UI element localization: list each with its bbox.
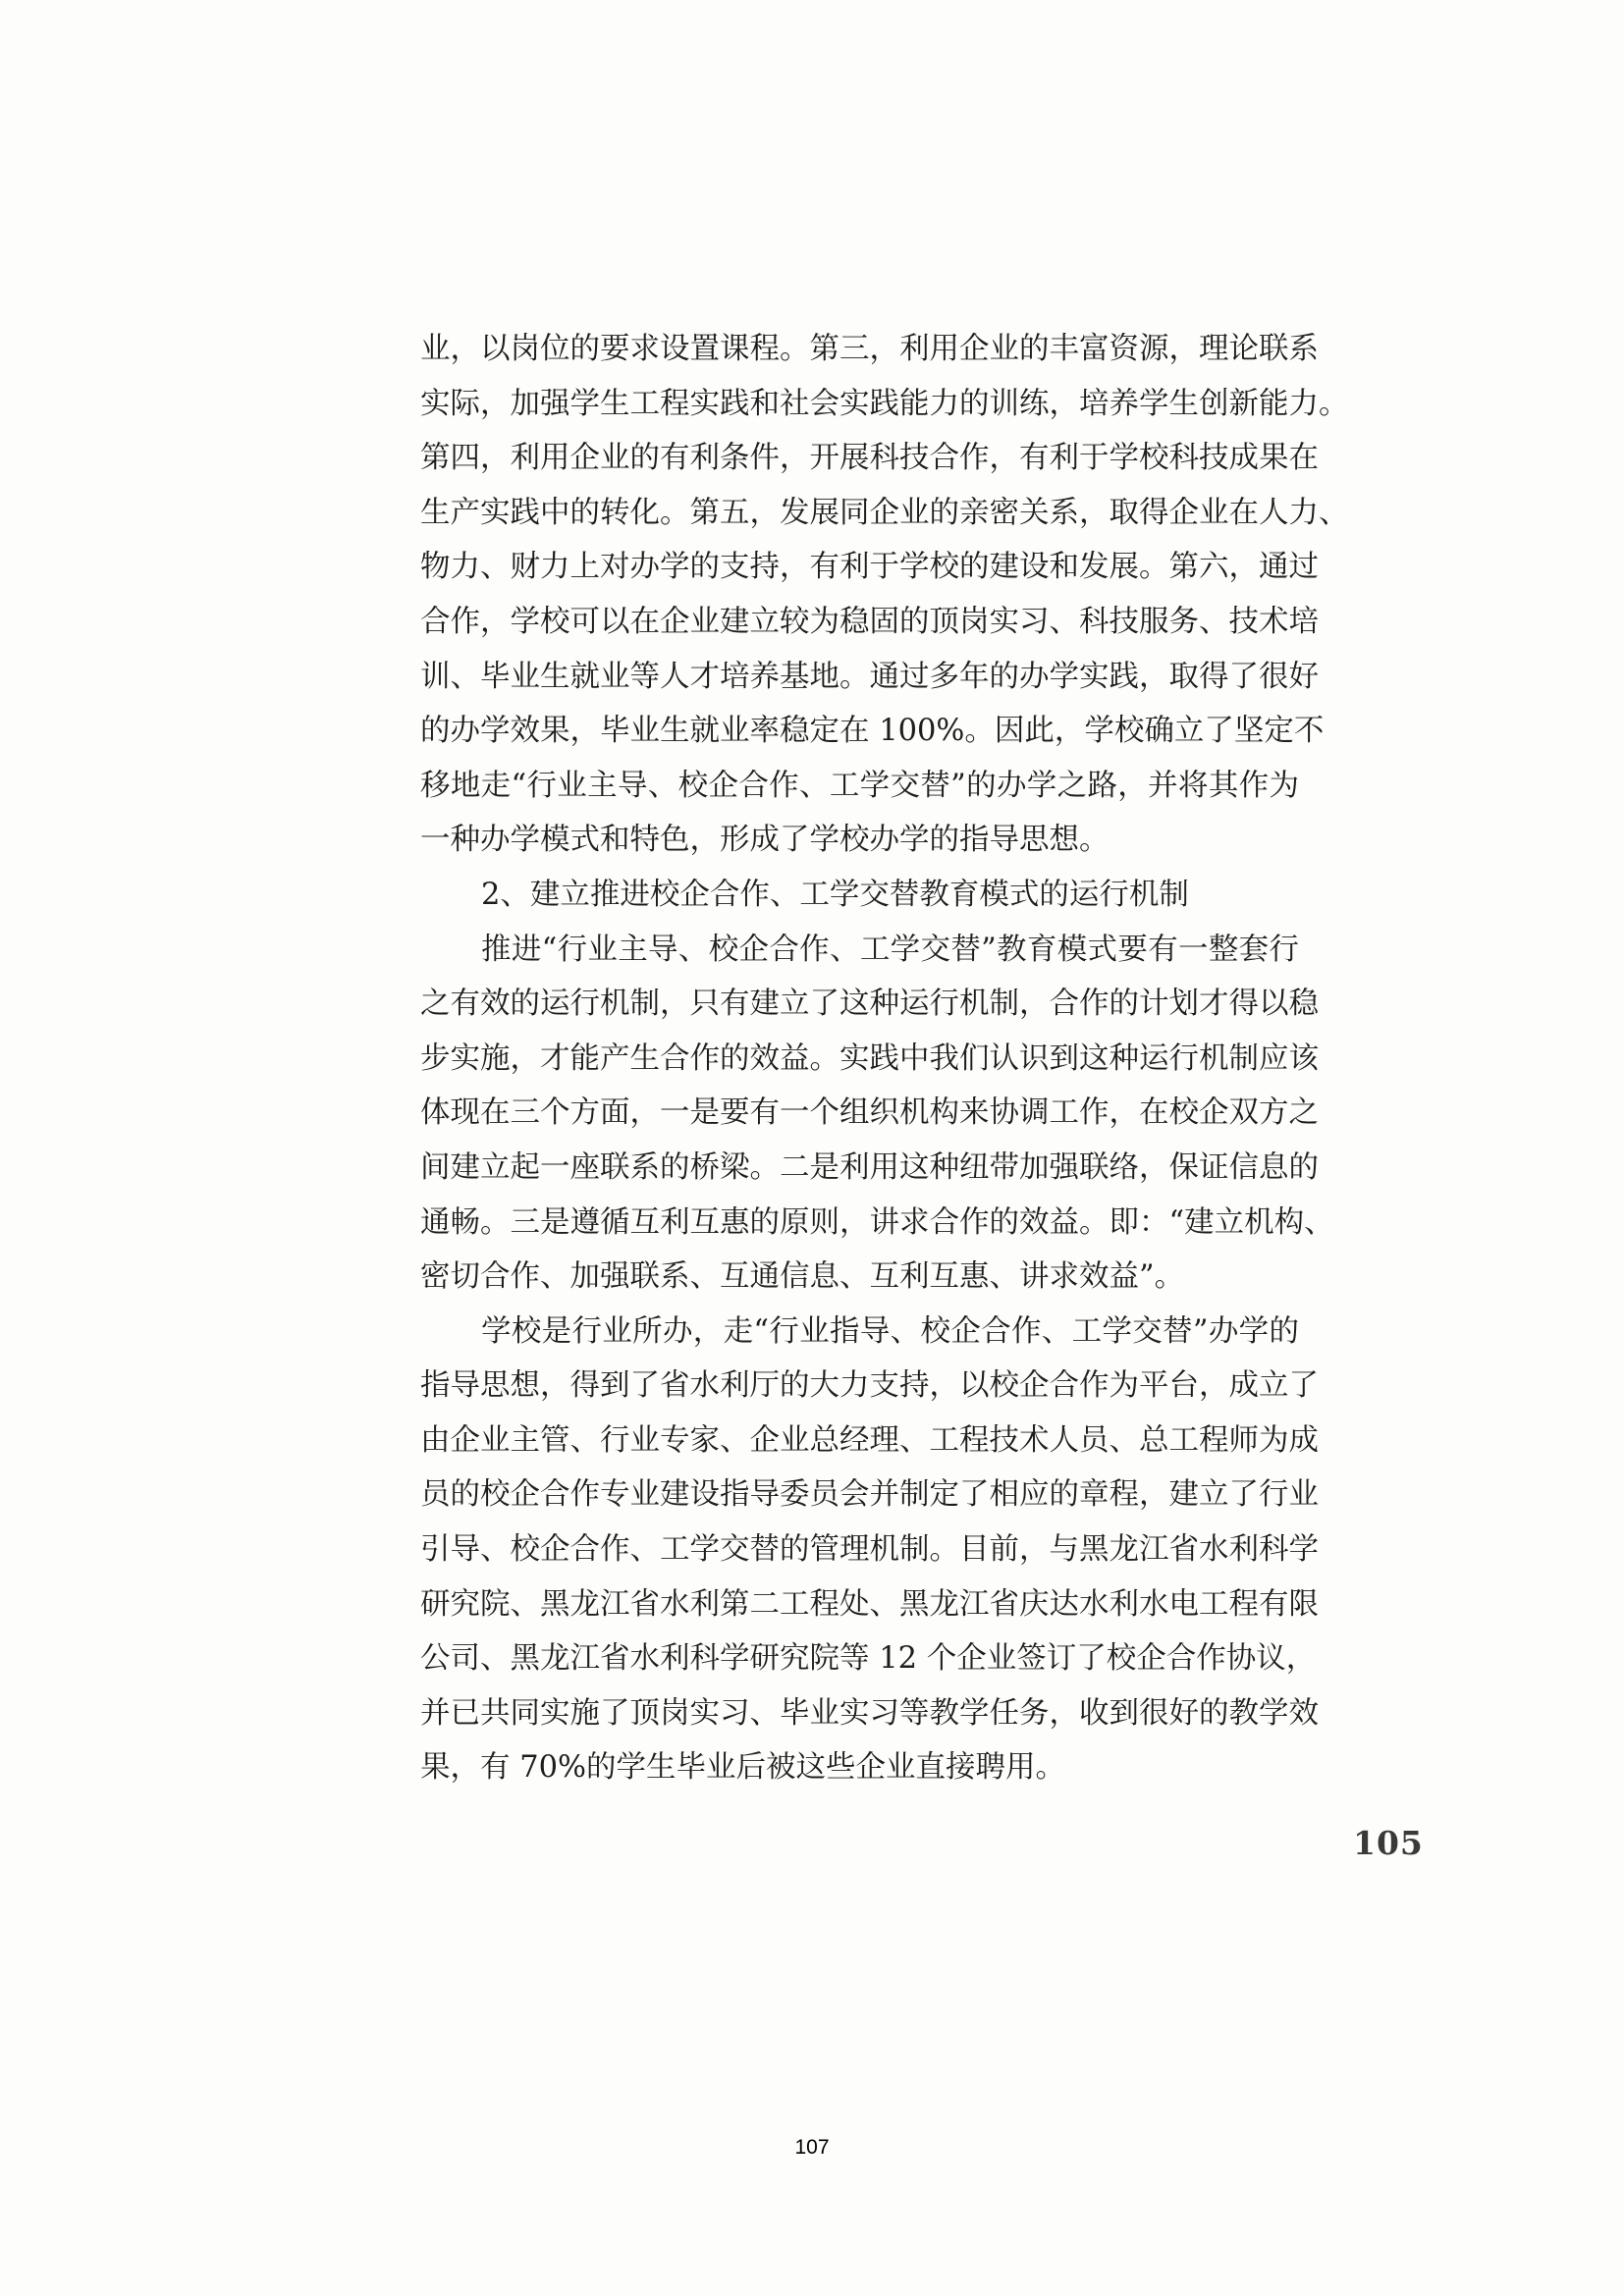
text-line: 第四，利用企业的有利条件，开展科技合作，有利于学校科技成果在 xyxy=(420,441,1319,476)
text-line: 之有效的运行机制，只有建立了这种运行机制，合作的计划才得以稳 xyxy=(420,987,1319,1022)
text-line: 并已共同实施了顶岗实习、毕业实习等教学任务，收到很好的教学效 xyxy=(420,1695,1319,1731)
text-line: 一种办学模式和特色，形成了学校办学的指导思想。 xyxy=(420,823,1110,858)
section-heading: 2、建立推进校企合作、工学交替教育模式的运行机制 xyxy=(481,877,1189,912)
body-text xyxy=(420,322,1349,1795)
text-line: 指导思想，得到了省水利厅的大力支持，以校企合作为平台，成立了 xyxy=(420,1368,1319,1404)
text-line: 生产实践中的转化。第五，发展同企业的亲密关系，取得企业在人力、 xyxy=(420,495,1349,530)
text-line: 通畅。三是遵循互利互惠的原则，讲求合作的效益。即：“建立机构、 xyxy=(420,1204,1334,1240)
text-line: 学校是行业所办，走“行业指导、校企合作、工学交替”办学的 xyxy=(481,1313,1299,1349)
text-line: 推进“行业主导、校企合作、工学交替”教育模式要有一整套行 xyxy=(481,932,1299,967)
text-line: 间建立起一座联系的桥梁。二是利用这种纽带加强联络，保证信息的 xyxy=(420,1149,1319,1185)
text-line: 实际，加强学生工程实践和社会实践能力的训练，培养学生创新能力。 xyxy=(420,386,1349,421)
text-line: 合作，学校可以在企业建立较为稳固的顶岗实习、科技服务、技术培 xyxy=(420,604,1319,639)
text-line: 公司、黑龙江省水利科学研究院等 12 个企业签订了校企合作协议， xyxy=(420,1641,1317,1677)
text-line: 步实施，才能产生合作的效益。实践中我们认识到这种运行机制应该 xyxy=(420,1041,1319,1076)
text-line: 的办学效果，毕业生就业率稳定在 100%。因此，学校确立了坚定不 xyxy=(420,714,1325,749)
text-line: 员的校企合作专业建设指导委员会并制定了相应的章程，建立了行业 xyxy=(420,1477,1319,1513)
text-line: 物力、财力上对办学的支持，有利于学校的建设和发展。第六，通过 xyxy=(420,550,1319,585)
text-line: 引导、校企合作、工学交替的管理机制。目前，与黑龙江省水利科学 xyxy=(420,1532,1319,1568)
text-line: 密切合作、加强联系、互通信息、互利互惠、讲求效益”。 xyxy=(420,1259,1185,1295)
printed-page-number: 105 xyxy=(1353,1824,1424,1862)
text-line: 移地走“行业主导、校企合作、工学交替”的办学之路，并将其作为 xyxy=(420,768,1299,803)
text-line: 体现在三个方面，一是要有一个组织机构来协调工作，在校企双方之 xyxy=(420,1095,1319,1131)
text-line: 业，以岗位的要求设置课程。第三，利用企业的丰富资源，理论联系 xyxy=(420,332,1319,366)
text-line: 训、毕业生就业等人才培养基地。通过多年的办学实践，取得了很好 xyxy=(420,659,1319,694)
footer-page-number: 107 xyxy=(794,2136,830,2159)
text-line: 果，有 70%的学生毕业后被这些企业直接聘用。 xyxy=(420,1750,1065,1786)
text-line: 研究院、黑龙江省水利第二工程处、黑龙江省庆达水利水电工程有限 xyxy=(420,1586,1319,1622)
text-line: 由企业主管、行业专家、企业总经理、工程技术人员、总工程师为成 xyxy=(420,1422,1319,1458)
